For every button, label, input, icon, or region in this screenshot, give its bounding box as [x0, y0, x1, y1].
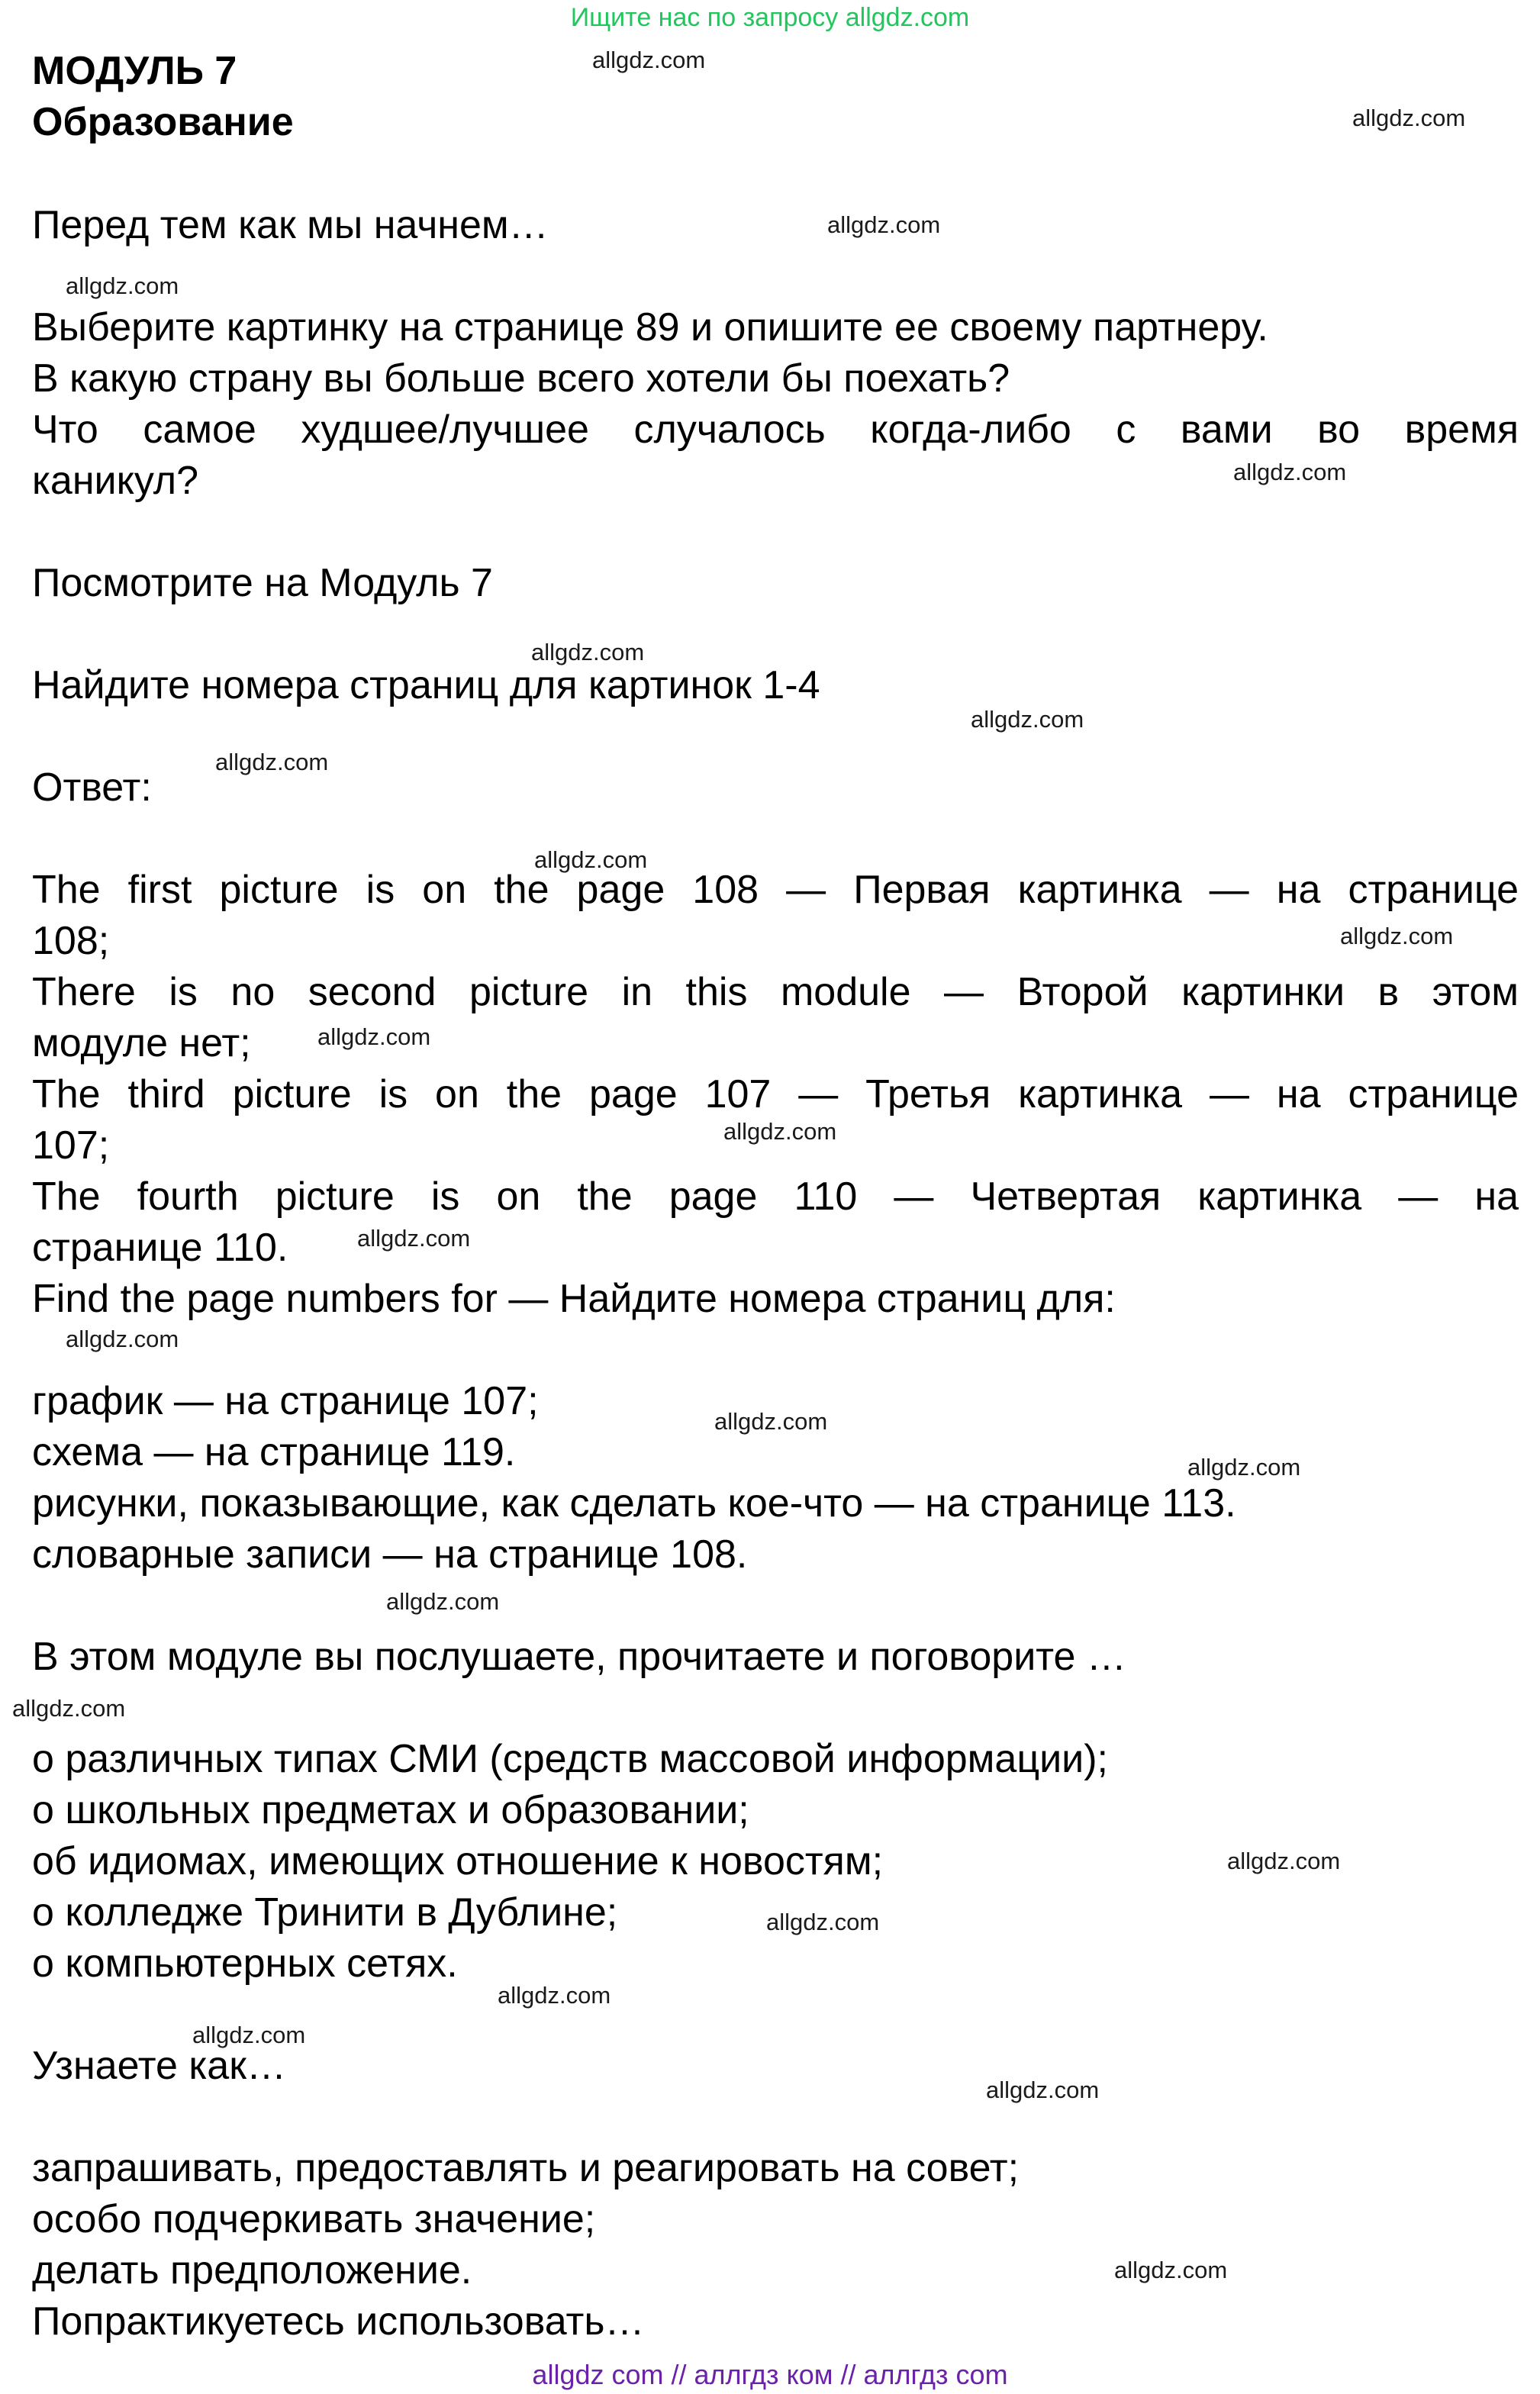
module-subtitle: Образование — [32, 100, 294, 144]
watermark: allgdz.com — [386, 1588, 500, 1615]
answer-line: странице 110. — [32, 1226, 288, 1270]
list-item: о колледже Тринити в Дублине; — [32, 1890, 618, 1935]
list-item: рисунки, показывающие, как сделать кое-что — на странице 113. — [32, 1481, 1236, 1526]
answer-line: модуле нет; — [32, 1021, 251, 1065]
watermark: allgdz.com — [1233, 459, 1347, 485]
watermark: allgdz.com — [1227, 1848, 1341, 1874]
watermark: allgdz.com — [192, 2022, 306, 2048]
watermark: allgdz.com — [215, 749, 329, 775]
watermark: allgdz.com — [1114, 2257, 1228, 2283]
answer-line: 108; — [32, 919, 110, 963]
watermark: allgdz.com — [714, 1408, 828, 1435]
list-item: особо подчеркивать значение; — [32, 2197, 596, 2241]
task-line: Выберите картинку на странице 89 и опишите ее своему партнеру. — [32, 305, 1268, 350]
watermark: allgdz.com — [12, 1695, 126, 1722]
answer-label: Ответ: — [32, 765, 152, 810]
section-line: В этом модуле вы послушаете, прочитаете и поговорите … — [32, 1635, 1126, 1679]
watermark: allgdz.com — [766, 1909, 880, 1935]
watermark: allgdz.com — [498, 1982, 611, 2009]
answer-line: The third picture is on the page 107 — Третья картинка — на странице — [32, 1072, 1519, 1116]
module-title: МОДУЛЬ 7 — [32, 49, 237, 93]
watermark: allgdz.com — [534, 846, 648, 873]
answer-line: There is no second picture in this module — Второй картинки в этом — [32, 970, 1519, 1014]
footer-links[interactable]: allgdz com // аллгдз ком // аллгдз com — [532, 2359, 1008, 2390]
list-item: о школьных предметах и образовании; — [32, 1788, 749, 1832]
section-line: Попрактикуетесь использовать… — [32, 2299, 645, 2344]
watermark: allgdz.com — [66, 1326, 179, 1352]
section-line: Посмотрите на Модуль 7 — [32, 561, 493, 605]
search-banner[interactable]: Ищите нас по запросу allgdz.com — [570, 3, 970, 32]
list-item: словарные записи — на странице 108. — [32, 1532, 748, 1577]
answer-line: 107; — [32, 1123, 110, 1168]
task-line: В какую страну вы больше всего хотели бы поехать? — [32, 356, 1010, 401]
list-item: схема — на странице 119. — [32, 1430, 516, 1474]
list-item: о различных типах СМИ (средств массовой информации); — [32, 1737, 1108, 1781]
watermark: allgdz.com — [357, 1225, 471, 1252]
section-line: Найдите номера страниц для картинок 1-4 — [32, 663, 820, 707]
answer-line: The first picture is on the page 108 — Первая картинка — на странице — [32, 868, 1519, 912]
list-item: запрашивать, предоставлять и реагировать на совет; — [32, 2146, 1020, 2190]
watermark: allgdz.com — [1340, 923, 1454, 949]
answer-line: Find the page numbers for — Найдите номера страниц для: — [32, 1277, 1116, 1321]
list-item: делать предположение. — [32, 2248, 472, 2293]
watermark: allgdz.com — [531, 639, 645, 665]
list-item: о компьютерных сетях. — [32, 1941, 458, 1986]
watermark: allgdz.com — [971, 706, 1084, 733]
list-item: об идиомах, имеющих отношение к новостям; — [32, 1839, 884, 1883]
watermark: allgdz.com — [827, 211, 941, 238]
watermark: allgdz.com — [723, 1118, 837, 1145]
intro-heading: Перед тем как мы начнем… — [32, 203, 549, 247]
task-line: каникул? — [32, 459, 199, 503]
answer-line: The fourth picture is on the page 110 — Четвертая картинка — на — [32, 1174, 1519, 1219]
watermark: allgdz.com — [66, 272, 179, 299]
list-item: график — на странице 107; — [32, 1379, 539, 1423]
watermark: allgdz.com — [1187, 1454, 1301, 1481]
task-line: Что самое худшее/лучшее случалось когда-либо с вами во время — [32, 408, 1519, 452]
watermark: allgdz.com — [592, 47, 706, 73]
section-line: Узнаете как… — [32, 2044, 286, 2088]
watermark: allgdz.com — [986, 2077, 1100, 2103]
watermark: allgdz.com — [1352, 105, 1466, 131]
watermark: allgdz.com — [317, 1023, 431, 1050]
